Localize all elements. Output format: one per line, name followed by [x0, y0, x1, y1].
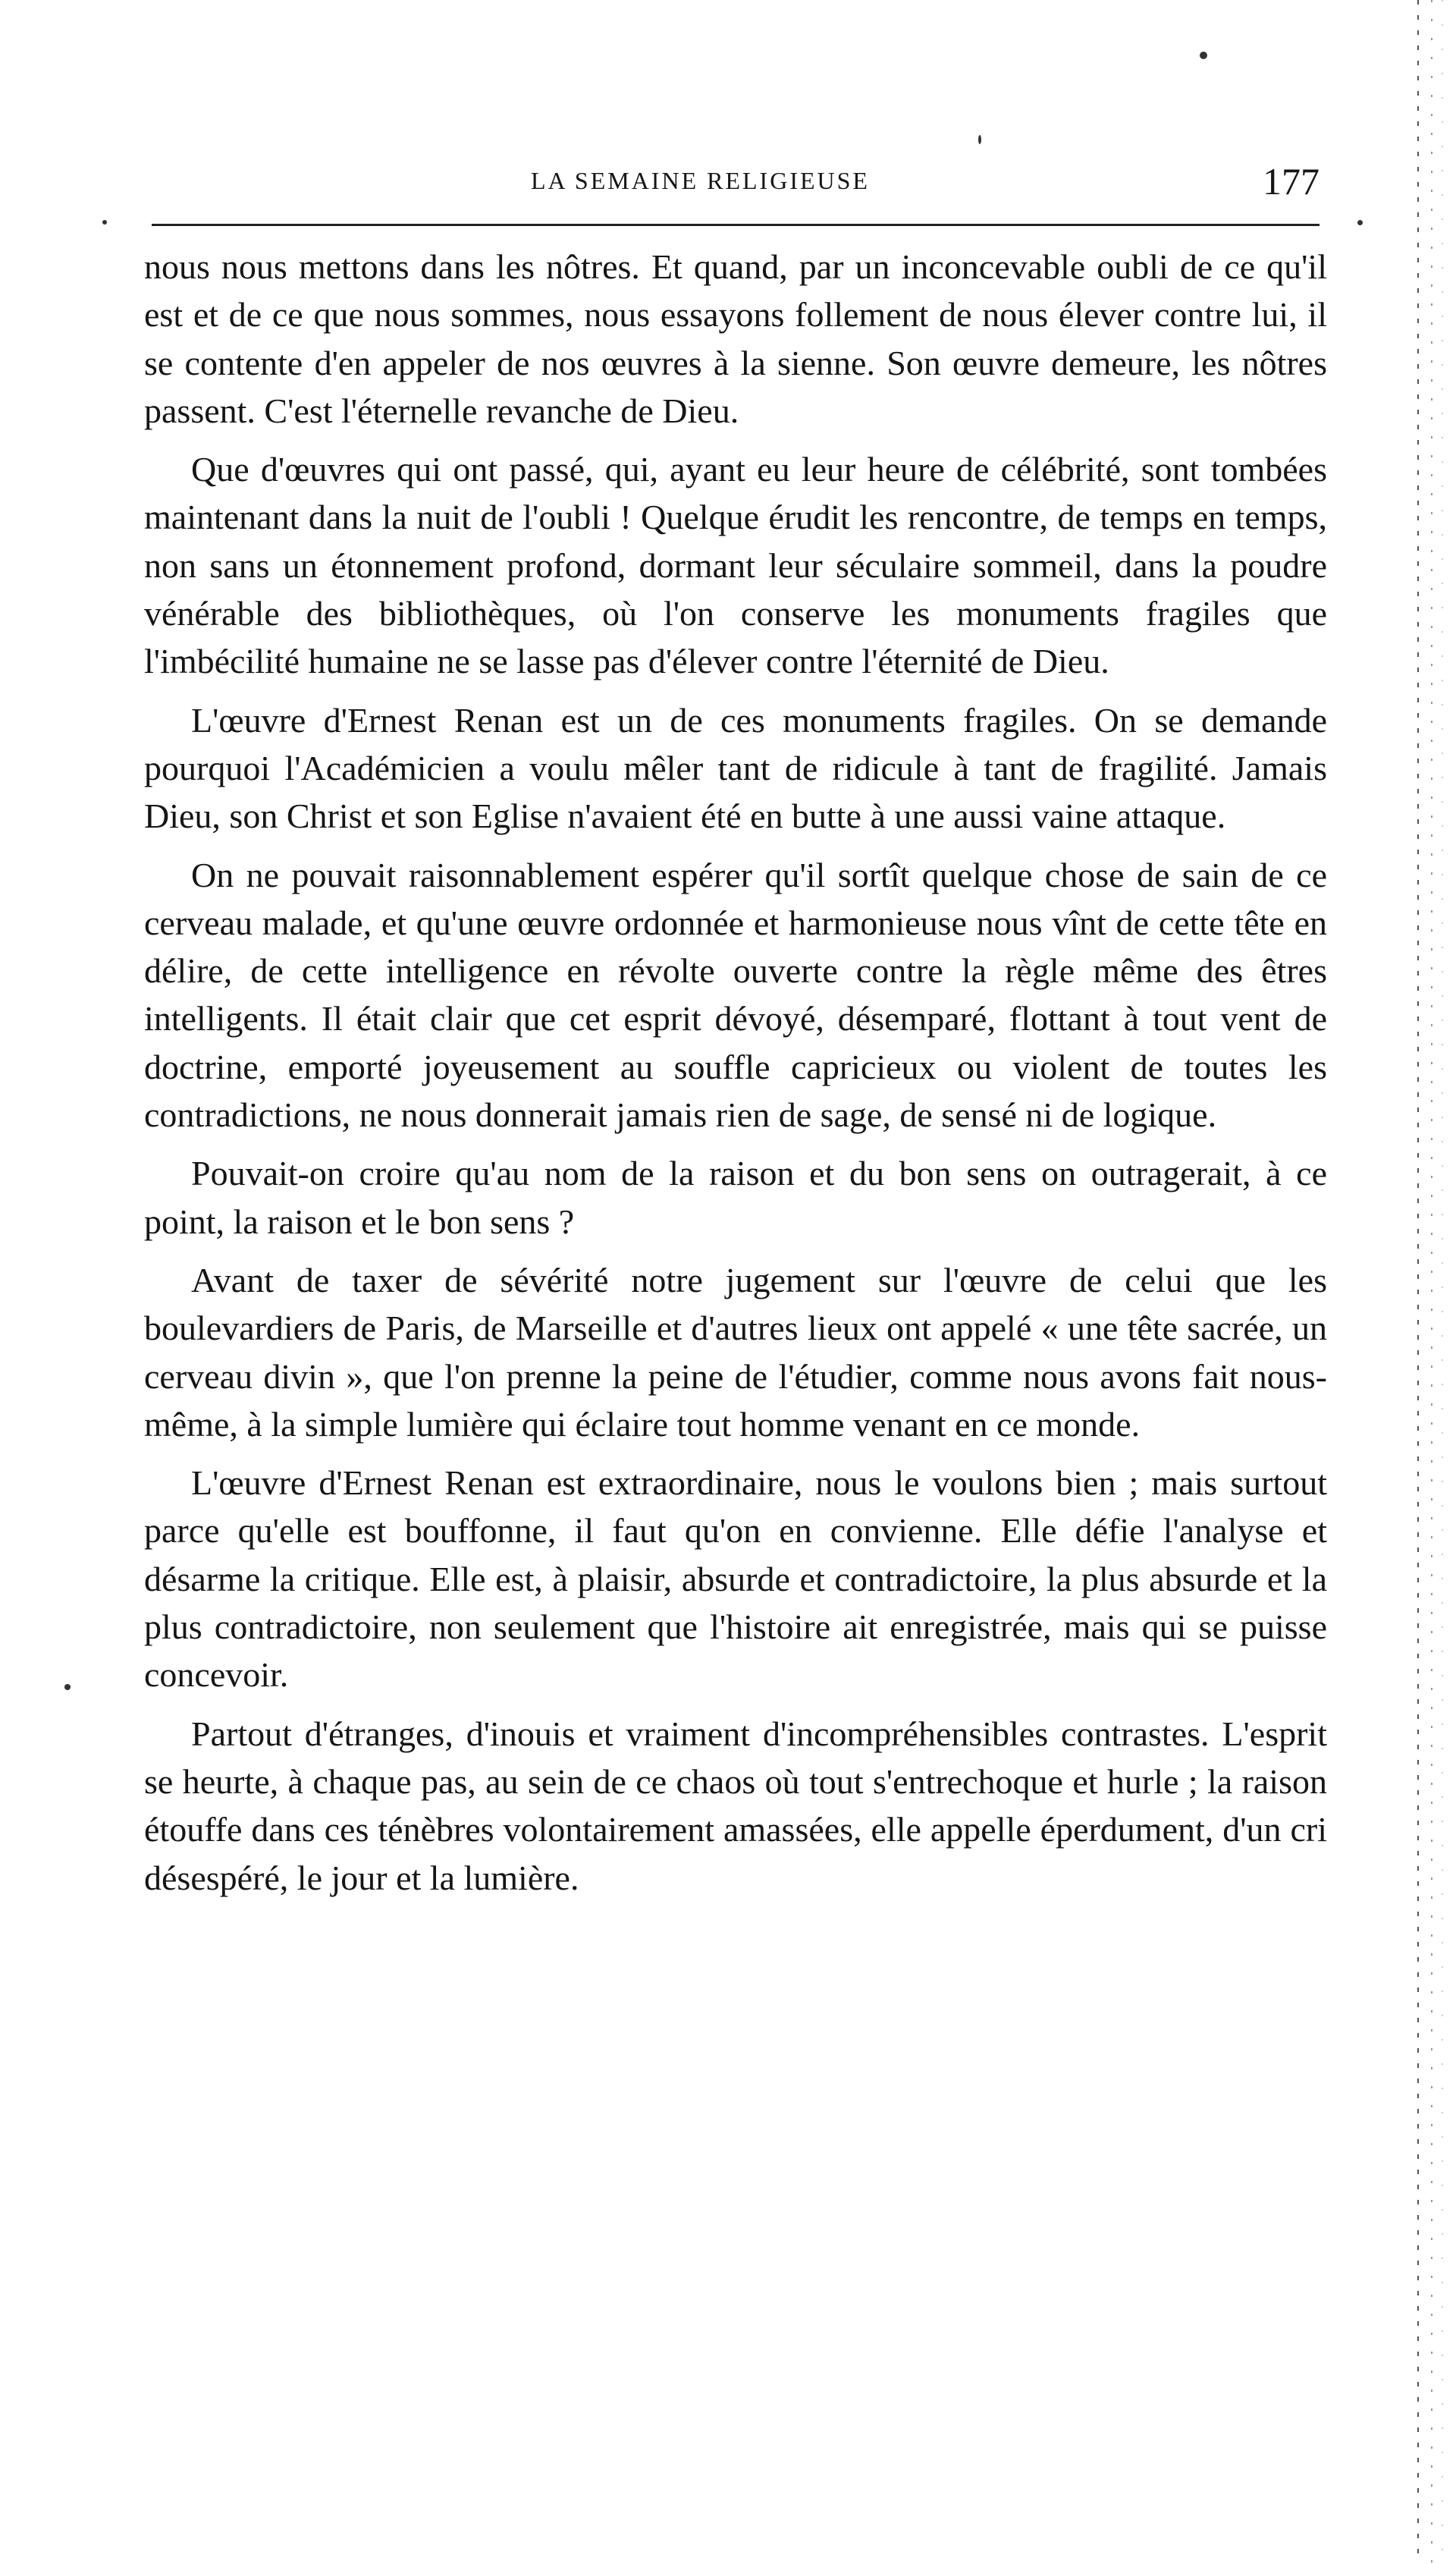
scan-speck	[102, 220, 107, 225]
paragraph: L'œuvre d'Ernest Renan est extraordinaire, nous le voulons bien ; mais surtout parce qu'elle est bouffonne, il faut qu'on en convienne. Elle défie l'analyse et désarme la critique. Elle est, à plaisir, absurde et contradictoire, la plus absurde et la plus contradictoire, non seulement que l'histoire ait enregistrée, mais qui se puisse concevoir.	[144, 1463, 1327, 1695]
page-number: 177	[1263, 160, 1320, 203]
scan-speck	[978, 135, 981, 144]
paragraph: Que d'œuvres qui ont passé, qui, ayant eu leur heure de célébrité, sont tombées maintenant dans la nuit de l'oubli ! Quelque érudit les rencontre, de temps en temps, non sans un étonnement profond, dormant leur séculaire sommeil, dans la poudre vénérable des bibliothèques, où l'on conserve les monuments fragiles que l'imbécilité humaine ne se lasse pas d'élever contre l'éternité de Dieu.	[144, 450, 1327, 681]
paragraph: On ne pouvait raisonnablement espérer qu'il sortît quelque chose de sain de ce cerveau malade, et qu'une œuvre ordonnée et harmonieuse nous vînt de cette tête en délire, de cette intelligence en révolte ouverte contre la règle même des êtres intelligents. Il était clair que cet esprit dévoyé, désemparé, flottant à tout vent de doctrine, emporté joyeusement au souffle capricieux ou violent de toutes les contradictions, ne nous donnerait jamais rien de sage, de sensé ni de logique.	[144, 855, 1327, 1135]
scan-speck	[64, 1684, 71, 1690]
body-text	[144, 243, 1327, 1912]
scan-speck	[1200, 52, 1207, 59]
paragraph: nous nous mettons dans les nôtres. Et quand, par un inconcevable oubli de ce qu'il est et de ce que nous sommes, nous essayons follement de nous élever contre lui, il se contente d'en appeler de nos œuvres à la sienne. Son œuvre demeure, les nôtres passent. C'est l'éternelle revanche de Dieu.	[144, 247, 1327, 430]
paragraph: L'œuvre d'Ernest Renan est un de ces monuments fragiles. On se demande pourquoi l'Académicien a voulu mêler tant de ridicule à tant de fragilité. Jamais Dieu, son Christ et son Eglise n'avaient été en butte à une aussi vaine attaque.	[144, 700, 1327, 836]
page-header	[152, 159, 1320, 205]
scan-edge-artifact	[1395, 0, 1456, 2564]
header-rule	[152, 224, 1320, 226]
paragraph: Avant de taxer de sévérité notre jugement sur l'œuvre de celui que les boulevardiers de Paris, de Marseille et d'autres lieux ont appelé « une tête sacrée, un cerveau divin », que l'on prenne la peine de l'étudier, comme nous avons fait nous-même, à la simple lumière qui éclaire tout homme venant en ce monde.	[144, 1260, 1327, 1444]
paragraph: Pouvait-on croire qu'au nom de la raison et du bon sens on outragerait, à ce point, la raison et le bon sens ?	[144, 1154, 1327, 1241]
running-title: LA SEMAINE RELIGIEUSE	[531, 167, 870, 194]
paragraph: Partout d'étranges, d'inouis et vraiment d'incompréhensibles contrastes. L'esprit se heurte, à chaque pas, au sein de ce chaos où tout s'entrechoque et hurle ; la raison étouffe dans ces ténèbres volontairement amassées, elle appelle éperdument, d'un cri désespéré, le jour et la lumière.	[144, 1714, 1327, 1897]
scan-speck	[1357, 220, 1363, 225]
